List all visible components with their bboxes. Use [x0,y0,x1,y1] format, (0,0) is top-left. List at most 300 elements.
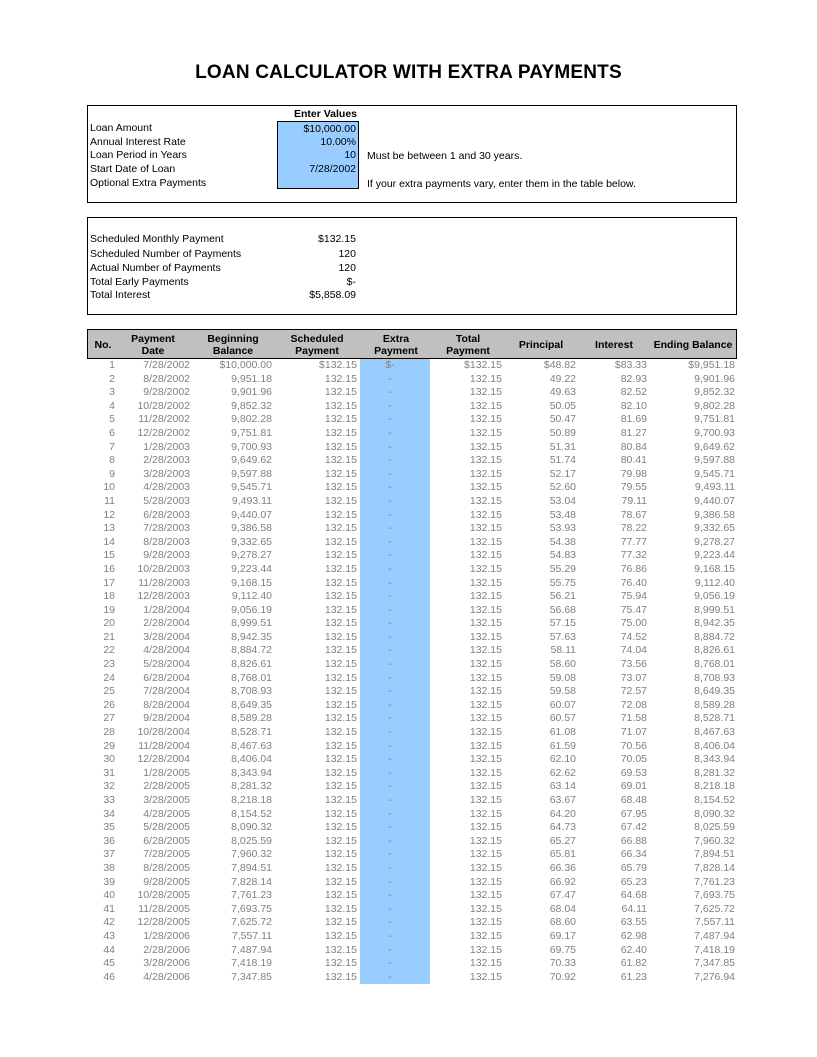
row-total-payment: 132.15 [469,753,502,766]
row-interest: 66.34 [620,848,647,861]
row-payment-date: 3/28/2004 [143,630,190,643]
row-scheduled-payment: 132.15 [324,848,357,861]
row-number: 38 [103,861,115,874]
table-row [87,658,737,672]
row-principal: 62.10 [549,753,576,766]
table-row [87,563,737,577]
row-extra-payment[interactable]: - [388,617,392,630]
row-scheduled-payment: 132.15 [324,943,357,956]
row-number: 18 [103,590,115,603]
row-total-payment: 132.15 [469,658,502,671]
row-principal: 59.08 [549,671,576,684]
row-interest: 81.27 [620,426,647,439]
interest-rate-label: Annual Interest Rate [90,136,186,148]
row-payment-date: 10/28/2003 [137,562,190,575]
row-total-payment: 132.15 [469,726,502,739]
row-total-payment: 132.15 [469,861,502,874]
row-total-payment: 132.15 [469,454,502,467]
row-extra-payment[interactable]: - [388,875,392,888]
row-ending-balance: 7,960.32 [694,834,735,847]
row-payment-date: 5/28/2004 [143,658,190,671]
start-date-label: Start Date of Loan [90,163,176,175]
actual-payments-value: 120 [338,262,356,274]
row-ending-balance: 9,056.19 [694,590,735,603]
row-payment-date: 4/28/2005 [143,807,190,820]
row-extra-payment[interactable]: $- [385,359,395,371]
row-extra-payment[interactable]: - [388,467,392,480]
row-beginning-balance: 9,112.40 [231,590,272,603]
total-interest-label: Total Interest [90,289,151,301]
row-principal: 53.04 [549,494,576,507]
row-ending-balance: 9,649.62 [694,440,735,453]
row-number: 14 [103,535,115,548]
loan-period-note: Must be between 1 and 30 years. [367,150,523,162]
scheduled-payments-value: 120 [338,248,356,260]
row-extra-payment[interactable]: - [388,726,392,739]
table-row [87,944,737,958]
interest-rate-input[interactable]: 10.00% [277,135,359,149]
row-payment-date: 11/28/2003 [138,576,190,589]
row-principal: 58.11 [550,644,576,657]
row-beginning-balance: 8,218.18 [231,794,272,806]
loan-amount-label: Loan Amount [90,122,152,134]
row-total-payment: 132.15 [469,875,502,888]
row-scheduled-payment: 132.15 [324,481,357,494]
row-ending-balance: 8,768.01 [694,658,735,671]
row-total-payment: 132.15 [469,386,502,399]
row-extra-payment[interactable]: - [388,889,392,902]
table-row [87,672,737,686]
row-total-payment: 132.15 [469,794,502,806]
row-total-payment: 132.15 [469,943,502,956]
row-total-payment: 132.15 [469,807,502,820]
row-payment-date: 9/28/2002 [143,386,190,399]
row-extra-payment[interactable]: - [388,535,392,548]
row-total-payment: 132.15 [469,698,502,711]
row-total-payment: 132.15 [469,630,502,643]
row-number: 1 [109,359,115,371]
row-extra-payment[interactable]: - [388,399,392,412]
row-extra-payment[interactable]: - [388,807,392,820]
row-interest: 78.22 [620,522,647,535]
row-beginning-balance: 9,278.27 [231,549,272,562]
table-row [87,821,737,835]
row-scheduled-payment: 132.15 [324,726,357,739]
header-interest [582,332,646,358]
row-total-payment: 132.15 [469,413,502,426]
row-principal: 67.47 [549,889,576,902]
row-number: 34 [103,807,115,820]
table-row [87,400,737,414]
row-extra-payment[interactable]: - [388,902,392,915]
row-principal: 66.36 [549,861,576,874]
row-interest: 68.48 [620,794,647,806]
row-ending-balance: 7,693.75 [694,889,735,902]
table-row [87,835,737,849]
row-principal: 70.33 [549,957,576,970]
row-payment-date: 9/28/2003 [143,549,190,562]
table-row [87,726,737,740]
row-total-payment: 132.15 [469,780,502,793]
row-number: 32 [103,780,115,793]
row-extra-payment[interactable]: - [388,739,392,752]
row-ending-balance: 8,942.35 [694,617,735,630]
table-row [87,957,737,971]
row-total-payment: 132.15 [469,834,502,847]
row-interest: 72.57 [620,685,647,698]
row-number: 24 [103,671,115,684]
header-tot-line1: Total [455,333,481,345]
row-payment-date: 9/28/2004 [143,712,190,725]
table-row [87,481,737,495]
row-scheduled-payment: 132.15 [324,603,357,616]
row-principal: 60.07 [549,698,576,711]
row-scheduled-payment: 132.15 [324,413,357,426]
row-extra-payment[interactable]: - [388,861,392,874]
row-extra-payment[interactable]: - [388,929,392,942]
row-number: 13 [103,522,115,535]
row-beginning-balance: 9,056.19 [231,603,272,616]
row-interest: 82.10 [620,399,647,412]
row-interest: 79.98 [620,467,647,480]
row-ending-balance: 7,418.19 [694,943,735,956]
row-principal: 56.68 [549,603,576,616]
row-scheduled-payment: 132.15 [324,902,357,915]
row-total-payment: $132.15 [464,359,502,371]
row-extra-payment[interactable]: - [388,685,392,698]
row-principal: 69.17 [549,929,576,942]
table-row [87,876,737,890]
row-payment-date: 6/28/2004 [143,671,190,684]
row-beginning-balance: 8,281.32 [231,780,272,793]
header-ending-text: Ending Balance [653,339,733,351]
row-total-payment: 132.15 [469,821,502,834]
row-extra-payment[interactable]: - [388,454,392,467]
row-payment-date: 4/28/2006 [143,970,190,983]
row-total-payment: 132.15 [469,902,502,915]
row-ending-balance: 7,276.94 [694,970,735,983]
header-principal [508,332,574,358]
row-payment-date: 10/28/2002 [137,399,190,412]
row-beginning-balance: 8,528.71 [231,726,272,739]
row-payment-date: 2/28/2006 [143,943,190,956]
enter-values-header: Enter Values [293,108,358,120]
row-beginning-balance: 9,852.32 [231,399,272,412]
row-total-payment: 132.15 [469,685,502,698]
table-row [87,971,737,985]
row-total-payment: 132.15 [469,644,502,657]
row-interest: 75.47 [620,603,647,616]
row-total-payment: 132.15 [469,929,502,942]
row-beginning-balance: 9,386.58 [231,522,272,535]
row-ending-balance: 7,347.85 [694,957,735,970]
row-extra-payment[interactable]: - [388,549,392,562]
row-interest: 82.52 [620,386,647,399]
row-payment-date: 1/28/2005 [143,766,190,779]
row-payment-date: 8/28/2004 [143,698,190,711]
row-extra-payment[interactable]: - [388,644,392,657]
row-extra-payment[interactable]: - [388,426,392,439]
row-beginning-balance: 9,649.62 [231,454,272,467]
row-beginning-balance: 9,597.88 [231,467,272,480]
table-row [87,740,737,754]
row-ending-balance: 7,761.23 [694,875,735,888]
row-number: 39 [103,875,115,888]
row-interest: 70.56 [620,739,647,752]
row-payment-date: 11/28/2004 [138,739,190,752]
row-total-payment: 132.15 [469,712,502,725]
start-date-input[interactable]: 7/28/2002 [277,162,359,176]
row-extra-payment[interactable]: - [388,780,392,793]
row-principal: 68.04 [549,902,576,915]
header-date-line1: Payment [131,333,175,345]
table-row [87,577,737,591]
row-scheduled-payment: 132.15 [324,576,357,589]
row-extra-payment[interactable]: - [388,821,392,834]
row-interest: 63.55 [620,916,647,929]
row-beginning-balance: 9,332.65 [231,535,272,548]
row-extra-payment[interactable]: - [388,630,392,643]
row-extra-payment[interactable]: - [388,834,392,847]
row-beginning-balance: 8,467.63 [231,739,272,752]
row-number: 17 [103,576,115,589]
row-scheduled-payment: 132.15 [324,794,357,806]
row-total-payment: 132.15 [469,889,502,902]
row-scheduled-payment: 132.15 [324,386,357,399]
row-beginning-balance: $10,000.00 [219,359,272,371]
row-beginning-balance: 8,649.35 [231,698,272,711]
row-number: 30 [103,753,115,766]
row-extra-payment[interactable]: - [388,440,392,453]
row-payment-date: 2/28/2005 [143,780,190,793]
loan-period-input[interactable]: 10 [277,148,359,162]
row-scheduled-payment: 132.15 [324,508,357,521]
row-ending-balance: 8,406.04 [694,739,735,752]
row-principal: 57.63 [549,630,576,643]
row-payment-date: 12/28/2002 [137,426,190,439]
row-total-payment: 132.15 [469,590,502,603]
row-beginning-balance: 7,418.19 [231,957,272,970]
row-scheduled-payment: 132.15 [324,889,357,902]
row-principal: 68.60 [549,916,576,929]
row-beginning-balance: 8,942.35 [231,630,272,643]
row-extra-payment[interactable]: - [388,494,392,507]
table-row [87,413,737,427]
row-total-payment: 132.15 [469,603,502,616]
row-extra-payment[interactable]: - [388,658,392,671]
row-total-payment: 132.15 [469,957,502,970]
table-row [87,903,737,917]
row-payment-date: 1/28/2006 [143,929,190,942]
row-interest: 81.69 [620,413,647,426]
row-total-payment: 132.15 [469,494,502,507]
row-interest: 64.68 [620,889,647,902]
row-total-payment: 132.15 [469,522,502,535]
loan-period-label: Loan Period in Years [90,149,187,161]
row-principal: 64.73 [549,821,576,834]
extra-payments-input[interactable] [277,176,359,189]
row-extra-payment[interactable]: - [388,848,392,861]
row-principal: 55.29 [549,562,576,575]
row-scheduled-payment: 132.15 [324,957,357,970]
row-extra-payment[interactable]: - [388,957,392,970]
row-extra-payment[interactable]: - [388,386,392,399]
header-ext-line1: Extra [382,333,410,345]
row-extra-payment[interactable]: - [388,603,392,616]
row-payment-date: 3/28/2005 [143,794,190,806]
row-beginning-balance: 9,223.44 [231,562,272,575]
row-total-payment: 132.15 [469,481,502,494]
row-number: 29 [103,739,115,752]
row-scheduled-payment: 132.15 [324,590,357,603]
table-row [87,780,737,794]
row-principal: 63.67 [549,794,576,806]
row-beginning-balance: 7,828.14 [231,875,272,888]
row-principal: 69.75 [549,943,576,956]
summary-section [87,217,737,315]
row-beginning-balance: 8,090.32 [231,821,272,834]
row-extra-payment[interactable]: - [388,698,392,711]
table-row [87,386,737,400]
row-scheduled-payment: 132.15 [324,440,357,453]
row-scheduled-payment: 132.15 [324,739,357,752]
row-beginning-balance: 9,168.15 [231,576,272,589]
row-extra-payment[interactable]: - [388,576,392,589]
row-ending-balance: 9,223.44 [694,549,735,562]
row-scheduled-payment: 132.15 [324,372,357,385]
row-ending-balance: $9,951.18 [688,359,735,371]
row-principal: 50.47 [549,413,576,426]
row-principal: 60.57 [549,712,576,725]
row-extra-payment[interactable]: - [388,372,392,385]
row-extra-payment[interactable]: - [388,671,392,684]
row-beginning-balance: 7,625.72 [231,916,272,929]
row-ending-balance: 8,589.28 [694,698,735,711]
row-interest: 76.86 [620,562,647,575]
header-beg-line2: Balance [212,345,254,357]
row-interest: 66.88 [620,834,647,847]
row-payment-date: 10/28/2005 [137,889,190,902]
row-extra-payment[interactable]: - [388,413,392,426]
row-interest: 71.07 [620,726,647,739]
row-beginning-balance: 9,700.93 [231,440,272,453]
row-beginning-balance: 8,884.72 [231,644,272,657]
row-ending-balance: 8,528.71 [694,712,735,725]
header-sch-line2: Payment [295,345,339,357]
row-total-payment: 132.15 [469,549,502,562]
row-interest: 69.01 [620,780,647,793]
row-payment-date: 1/28/2004 [143,603,190,616]
row-number: 11 [104,494,115,507]
row-extra-payment[interactable]: - [388,753,392,766]
row-interest: 65.23 [620,875,647,888]
row-principal: 52.17 [549,467,576,480]
row-principal: 63.14 [549,780,576,793]
table-row [87,522,737,536]
row-beginning-balance: 9,440.07 [231,508,272,521]
table-row [87,685,737,699]
row-ending-balance: 9,278.27 [694,535,735,548]
schedule-table [87,359,737,984]
row-ending-balance: 9,597.88 [694,454,735,467]
row-extra-payment[interactable]: - [388,522,392,535]
row-interest: 62.40 [620,943,647,956]
row-total-payment: 132.15 [469,739,502,752]
table-row [87,509,737,523]
row-extra-payment[interactable]: - [388,943,392,956]
row-beginning-balance: 9,802.28 [231,413,272,426]
row-total-payment: 132.15 [469,848,502,861]
scheduled-payments-label: Scheduled Number of Payments [90,248,242,260]
row-scheduled-payment: 132.15 [324,929,357,942]
table-row [87,604,737,618]
table-row [87,644,737,658]
row-extra-payment[interactable]: - [388,508,392,521]
row-payment-date: 4/28/2003 [143,481,190,494]
row-ending-balance: 9,751.81 [694,413,735,426]
row-scheduled-payment: 132.15 [324,875,357,888]
row-number: 46 [103,970,115,983]
row-scheduled-payment: 132.15 [324,807,357,820]
row-extra-payment[interactable]: - [388,794,392,806]
row-principal: 56.21 [549,590,576,603]
row-number: 43 [103,929,115,942]
row-beginning-balance: 7,487.94 [231,943,272,956]
header-beginning-balance [198,332,268,358]
row-principal: 64.20 [549,807,576,820]
row-extra-payment[interactable]: - [388,481,392,494]
row-payment-date: 8/28/2002 [143,372,190,385]
row-ending-balance: 9,901.96 [694,372,735,385]
row-number: 33 [103,794,115,806]
row-number: 23 [103,658,115,671]
row-interest: 67.95 [620,807,647,820]
row-scheduled-payment: 132.15 [324,549,357,562]
row-principal: 70.92 [549,970,576,983]
row-total-payment: 132.15 [469,576,502,589]
row-extra-payment[interactable]: - [388,590,392,603]
row-interest: 75.00 [620,617,647,630]
table-row [87,549,737,563]
row-beginning-balance: 8,025.59 [231,834,272,847]
row-interest: 78.67 [620,508,647,521]
row-scheduled-payment: 132.15 [324,617,357,630]
row-extra-payment[interactable]: - [388,562,392,575]
row-ending-balance: 7,487.94 [694,929,735,942]
loan-amount-input[interactable]: $10,000.00 [277,121,359,135]
row-interest: 74.52 [620,630,647,643]
table-row [87,468,737,482]
row-extra-payment[interactable]: - [388,916,392,929]
row-interest: 67.42 [620,821,647,834]
row-scheduled-payment: 132.15 [324,712,357,725]
row-number: 6 [109,426,115,439]
row-extra-payment[interactable]: - [388,970,392,983]
row-total-payment: 132.15 [469,916,502,929]
row-scheduled-payment: 132.15 [324,399,357,412]
table-row [87,373,737,387]
row-ending-balance: 9,440.07 [694,494,735,507]
row-ending-balance: 9,802.28 [694,399,735,412]
row-number: 7 [109,440,115,453]
row-principal: $48.82 [543,359,576,371]
row-extra-payment[interactable]: - [388,766,392,779]
row-ending-balance: 8,884.72 [694,630,735,643]
row-scheduled-payment: 132.15 [324,535,357,548]
row-extra-payment[interactable]: - [388,712,392,725]
row-principal: 61.59 [549,739,576,752]
row-interest: 73.56 [620,658,647,671]
